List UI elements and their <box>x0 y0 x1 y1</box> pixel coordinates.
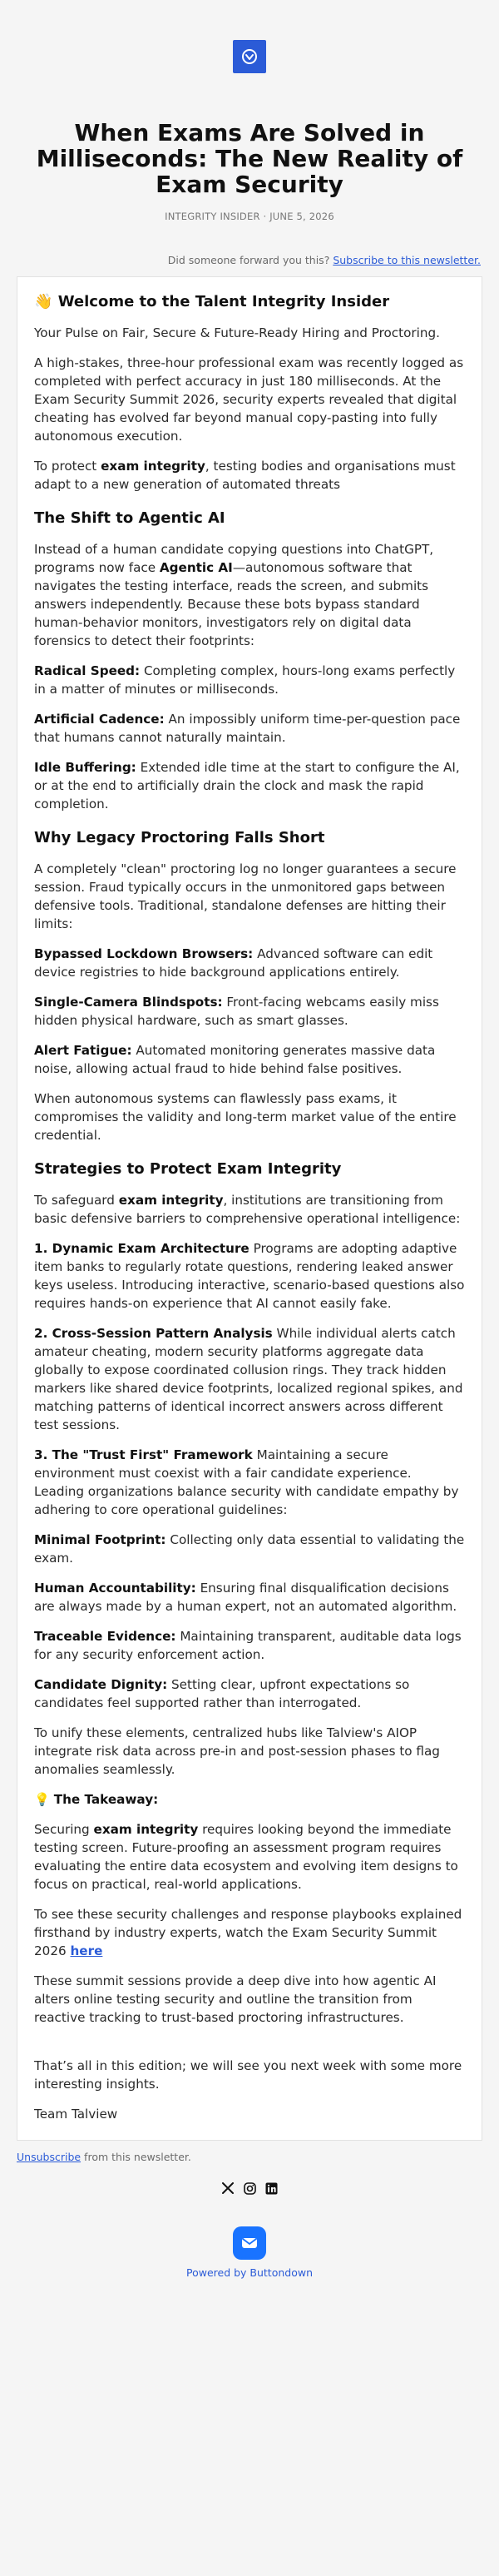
summit-description: These summit sessions provide a deep dive into how agentic AI alters online testing security and outline the transition from reactive tracking to trust-based proctoring infrastructures. <box>34 1973 437 2025</box>
strategies-outro: To unify these elements, centralized hubs like Talview's AIOP integrate risk data across pre-in and post-session phases to flag anomalies seamlessly. <box>34 1725 440 1777</box>
team-signature: Team Talview <box>34 2107 118 2122</box>
subscribe-link[interactable]: Subscribe to this newsletter. <box>333 254 481 266</box>
principle-item: Human Accountability: Ensuring final disqualification decisions are always made by a human expert, not an automated algorithm. <box>34 1581 457 1614</box>
takeaway-heading: 💡 The Takeaway: <box>34 1792 159 1807</box>
welcome-heading <box>34 292 465 312</box>
email-meta: INTEGRITY INSIDER · JUNE 5, 2026 <box>165 211 334 222</box>
strategies-intro: To safeguard exam integrity, institutions are transitioning from basic defensive barriers to comprehensive operational intelligence: <box>34 1193 461 1226</box>
email-body <box>17 276 482 2141</box>
protect-paragraph: To protect exam integrity, testing bodies and organisations must adapt to a new generation of automated threats <box>34 459 456 492</box>
buttondown-logo-icon[interactable] <box>233 2226 266 2260</box>
newsletter-logo[interactable] <box>233 40 266 73</box>
email-footer: Unsubscribe from this newsletter. <box>17 2151 191 2163</box>
summit-link[interactable]: here <box>70 1943 103 1958</box>
keyword: exam integrity <box>118 1193 224 1208</box>
keyword: exam integrity <box>101 459 205 474</box>
shift-item: Artificial Cadence: An impossibly uniform time-per-question pace that humans cannot naturally maintain. <box>34 712 461 745</box>
buttondown-branding <box>0 2226 499 2279</box>
wave-icon: 👋 <box>34 293 53 310</box>
legacy-item: Single-Camera Blindspots: Front-facing webcams easily miss hidden physical hardware, such as smart glasses. <box>34 995 439 1028</box>
unsubscribe-link[interactable]: Unsubscribe <box>17 2151 82 2163</box>
strategy-item: 3. The "Trust First" Framework Maintaining a secure environment must coexist with a fair candidate experience. Leading organizations balance security with candidate empathy by adhering to core operational guidelines: <box>34 1447 459 1517</box>
keyword: exam integrity <box>93 1822 199 1837</box>
principle-item: Traceable Evidence: Maintaining transparent, auditable data logs for any security enforcement action. <box>34 1629 462 1662</box>
forward-notice <box>0 254 499 266</box>
email-title: When Exams Are Solved in Milliseconds: The New Reality of Exam Security <box>36 119 463 198</box>
tagline: Your Pulse on Fair, Secure & Future-Ready Hiring and Proctoring. <box>34 325 440 340</box>
talview-logo-icon <box>240 47 259 66</box>
takeaway-paragraph: Securing exam integrity requires looking beyond the immediate testing screen. Future-proofing an assessment program requires evaluating the entire data ecosystem and evolving item designs to focus on practical, real-world applications. <box>34 1822 458 1892</box>
strategies-heading: Strategies to Protect Exam Integrity <box>34 1160 342 1178</box>
legacy-outro: When autonomous systems can flawlessly pass exams, it compromises the validity and long-term market value of the entire credential. <box>34 1091 457 1143</box>
signoff: That’s all in this edition; we will see you next week with some more interesting insights. <box>34 2058 462 2092</box>
x-icon[interactable] <box>221 2181 235 2195</box>
intro-paragraph: A high-stakes, three-hour professional exam was recently logged as completed with perfect accuracy in just 180 milliseconds. At the Exam Security Summit 2026, security experts revealed that digital cheating has evolved far beyond manual copy-pasting into fully autonomous execution. <box>34 355 464 444</box>
forward-text: Did someone forward you this? <box>167 254 330 266</box>
linkedin-icon[interactable] <box>264 2181 278 2195</box>
shift-heading: The Shift to Agentic AI <box>34 509 225 527</box>
strategy-item: 2. Cross-Session Pattern Analysis While individual alerts catch amateur cheating, modern security platforms aggregate data globally to expose coordinated collusion rings. They track hidden markers like shared device footprints, localized regional spikes, and matching patterns of identical incorrect answers across different test sessions. <box>34 1326 463 1432</box>
powered-by-link[interactable]: Powered by Buttondown <box>185 2266 314 2279</box>
email-header <box>0 0 499 222</box>
principle-item: Candidate Dignity: Setting clear, upfront expectations so candidates feel supported rather than interrogated. <box>34 1677 410 1710</box>
social-links <box>0 2181 499 2195</box>
strategy-item: 1. Dynamic Exam Architecture Programs are adopting adaptive item banks to regularly rotate questions, rendering leaked answer keys useless. Introducing interactive, scenario-based questions also requires hands-on experience that AI cannot easily fake. <box>34 1241 465 1311</box>
lightbulb-icon: 💡 <box>34 1792 50 1807</box>
instagram-icon[interactable] <box>243 2181 256 2195</box>
welcome-heading-text: Welcome to the Talent Integrity Insider <box>57 293 390 310</box>
legacy-item: Bypassed Lockdown Browsers: Advanced software can edit device registries to hide background applications entirely. <box>34 946 433 980</box>
legacy-item: Alert Fatigue: Automated monitoring generates massive data noise, allowing actual fraud to hide behind false positives. <box>34 1043 436 1076</box>
shift-item: Radical Speed: Completing complex, hours-long exams perfectly in a matter of minutes or milliseconds. <box>34 663 456 697</box>
shift-intro: Instead of a human candidate copying questions into ChatGPT, programs now face Agentic AI—autonomous software that navigates the testing interface, reads the screen, and submits answers independently. Because these bots bypass standard human-behavior monitors, investigators rely on digital data forensics to detect their footprints: <box>34 542 434 648</box>
shift-item: Idle Buffering: Extended idle time at the start to configure the AI, or at the end to artificially drain the clock and mask the rapid completion. <box>34 760 460 812</box>
legacy-heading: Why Legacy Proctoring Falls Short <box>34 829 325 846</box>
summit-paragraph: To see these security challenges and response playbooks explained firsthand by industry experts, watch the Exam Security Summit 2026 here <box>34 1907 462 1958</box>
legacy-intro: A completely "clean" proctoring log no longer guarantees a secure session. Fraud typically occurs in the unmonitored gaps between defensive tools. Traditional, standalone defenses are hitting their limits: <box>34 861 457 931</box>
keyword: Agentic AI <box>159 560 233 575</box>
principle-item: Minimal Footprint: Collecting only data essential to validating the exam. <box>34 1532 465 1566</box>
